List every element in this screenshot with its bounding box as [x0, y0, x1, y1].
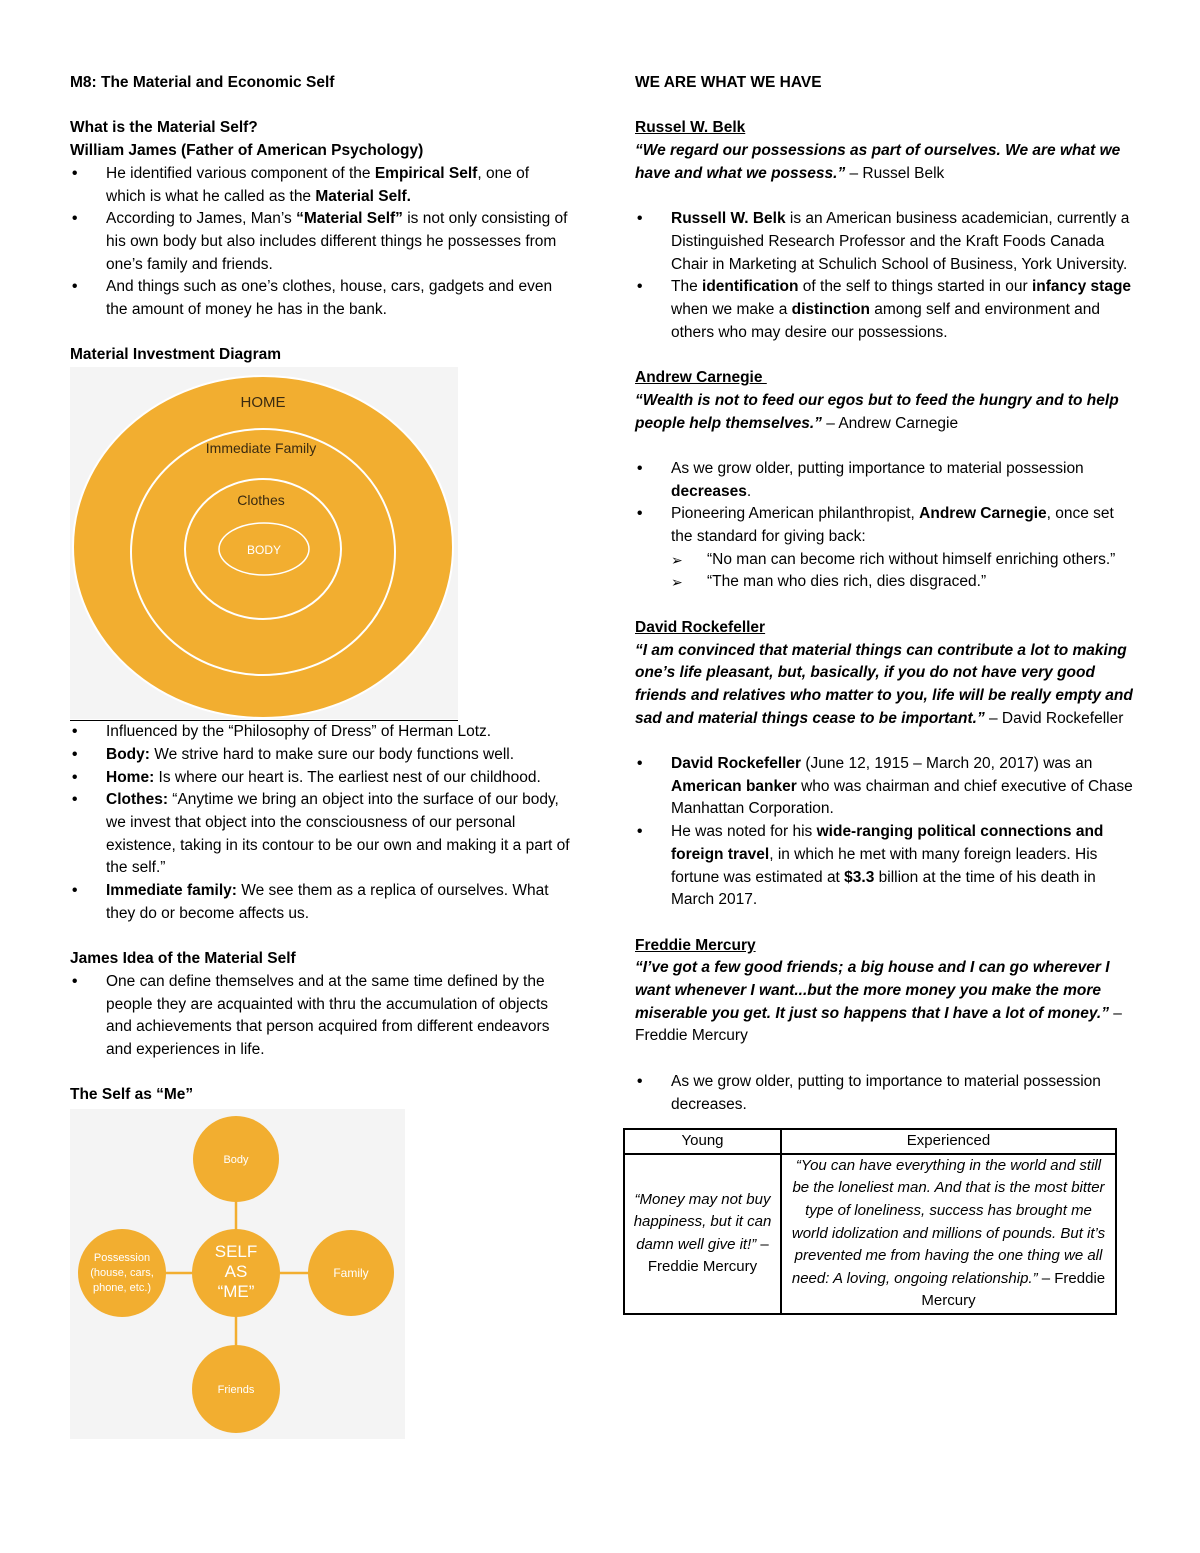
carnegie-bullets [635, 458, 1135, 549]
young-quote-cell: “Money may not buy happiness, but it can damn well give it!” – Freddie Mercury [624, 1154, 781, 1314]
section-heading-james-idea: James Idea of the Material Self [70, 950, 296, 968]
list-item: • As we grow older, putting importance to material possession decreases. [635, 458, 1135, 503]
list-item: • Influenced by the “Philosophy of Dress” of Herman Lotz. [70, 721, 570, 744]
subheading-william-james: William James (Father of American Psychology) [70, 142, 424, 160]
list-item: • He identified various component of the Empirical Self, one of which is what he called as the Material Self. [70, 163, 570, 208]
possession-label-line: (house, cars, [90, 1267, 154, 1280]
table-header-young: Young [624, 1129, 781, 1154]
rockefeller-bullets [635, 753, 1135, 912]
table-header-row [624, 1129, 1116, 1154]
list-item: • Clothes: “Anytime we bring an object into the surface of our body, we invest that object into the consciousness of our personal existence, taking in its contour to be our own and making it a part of the self.” [70, 789, 570, 880]
list-item: • And things such as one’s clothes, house, cars, gadgets and even the amount of money he has in the bank. [70, 276, 570, 321]
experienced-quote-cell: “You can have everything in the world and still be the loneliest man. And that is the most bitter type of loneliness, success has brought me world idolization and millions of pounds. But it’s prevented me from having the one thing we all need: A loving, ongoing relationship.” – Freddie Mercury [781, 1154, 1116, 1314]
list-item: • One can define themselves and at the same time defined by the people they are acquainted with thru the accumulation of objects and achievements that person acquired from different endeavors and experiences in life. [70, 971, 570, 1062]
possession-label-line: Possession [93, 1252, 151, 1265]
right-title: WE ARE WHAT WE HAVE [635, 74, 822, 91]
list-item: ➢ “The man who dies rich, dies disgraced.” [671, 571, 1135, 594]
list-item: • Body: We strive hard to make sure our body functions well. [70, 744, 570, 767]
list-item: • Pioneering American philanthropist, Andrew Carnegie, once set the standard for giving back: [635, 503, 1135, 548]
right-column [635, 72, 1135, 1315]
rockefeller-name: David Rockefeller [635, 618, 766, 636]
table-header-experienced: Experienced [781, 1129, 1116, 1154]
rockefeller-quote: “I am convinced that material things can contribute a lot to making one’s life pleasant, but, basically, if you do not have very good friends and relatives who matter to you, life will be really empty and sad and material things cease to be important.” – David Rockefeller [635, 641, 1133, 727]
self-label-line: “ME” [217, 1282, 255, 1302]
self-label-line: AS [224, 1262, 248, 1282]
mercury-quote: “I’ve got a few good friends; a big house and I can go wherever I want whenever I want...but the more money you make the more miserable you get. It just so happens that I have a lot of money.” – Freddie Mercury [635, 959, 1122, 1045]
body-label: BODY [246, 543, 282, 558]
home-label: HOME [240, 394, 286, 412]
page-title: M8: The Material and Economic Self [70, 74, 335, 91]
list-item: • The identification of the self to things started in our infancy stage when we make a distinction among self and environment and others who may desire our possessions. [635, 276, 1135, 344]
james-bullets [70, 163, 570, 322]
young-experienced-table [623, 1128, 1117, 1315]
section-heading-material-self: What is the Material Self? [70, 119, 258, 137]
list-item: • He was noted for his wide-ranging political connections and foreign travel, in which he met with many foreign leaders. His fortune was estimated at $3.3 billion at the time of his death in March 2017. [635, 821, 1135, 912]
list-item: • As we grow older, putting to importance to material possession decreases. [635, 1071, 1135, 1116]
carnegie-name: Andrew Carnegie [635, 369, 767, 387]
list-item: ➢ “No man can become rich without himself enriching others.” [671, 549, 1135, 572]
belk-bullets [635, 208, 1135, 344]
carnegie-quote: “Wealth is not to feed our egos but to feed the hungry and to help people help themselves.” – Andrew Carnegie [635, 391, 1119, 432]
idea-bullets [70, 971, 570, 1062]
influence-bullets [70, 721, 570, 925]
section-heading-self-as-me: The Self as “Me” [70, 1086, 194, 1104]
possession-label-line: phone, etc.) [92, 1282, 152, 1295]
left-column [70, 72, 570, 1439]
list-item: • Immediate family: We see them as a replica of ourselves. What they do or become affects us. [70, 880, 570, 925]
list-item: • Russell W. Belk is an American business academician, currently a Distinguished Research Professor and the Kraft Foods Canada Chair in Marketing at Schulich School of Business, York University. [635, 208, 1135, 276]
family-node-label: Family [333, 1266, 369, 1281]
immediate-family-label: Immediate Family [205, 440, 317, 457]
friends-node-label: Friends [217, 1384, 255, 1397]
clothes-label: Clothes [237, 492, 285, 509]
mercury-name: Freddie Mercury [635, 936, 756, 954]
carnegie-subbullets [635, 549, 1135, 594]
table-row [624, 1154, 1116, 1314]
belk-name: Russel W. Belk [635, 119, 746, 137]
self-as-me-diagram [70, 1109, 405, 1439]
list-item: • Home: Is where our heart is. The earliest nest of our childhood. [70, 767, 570, 790]
body-node-label: Body [223, 1154, 249, 1167]
list-item: • David Rockefeller (June 12, 1915 – March 20, 2017) was an American banker who was chairman and chief executive of Chase Manhattan Corporation. [635, 753, 1135, 821]
material-investment-diagram [70, 367, 458, 719]
self-label-line: SELF [214, 1242, 258, 1262]
list-item: • According to James, Man’s “Material Self” is not only consisting of his own body but also includes different things he possesses from one’s family and friends. [70, 208, 570, 276]
diagram-heading: Material Investment Diagram [70, 346, 282, 364]
mercury-bullets [635, 1071, 1135, 1116]
belk-quote: “We regard our possessions as part of ourselves. We are what we have and what we possess.” – Russel Belk [635, 142, 1121, 182]
